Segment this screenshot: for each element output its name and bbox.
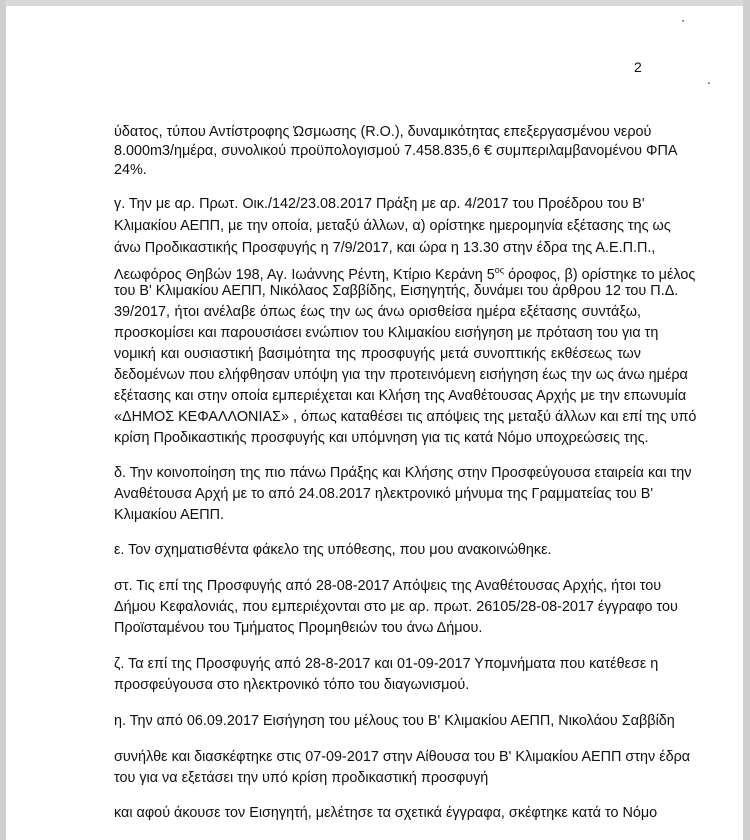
paragraph-g-line: εξέτασης και στην οποία εμπεριέχεται και Κλήση της Αναθέτουσας Αρχής με την επωνυμία xyxy=(114,388,687,404)
paragraph-g-line: του Β' Κλιμακίου ΑΕΠΠ, Νικόλαος Σαββίδης, Εισηγητής, δυνάμει του άρθρου 12 του Π.Δ. xyxy=(114,283,679,299)
paragraph-d-line: δ. Την κοινοποίηση της πιο πάνω Πράξης και Κλήσης στην Προσφεύγουσα εταιρεία και την xyxy=(114,465,692,481)
viewer-right-border xyxy=(743,0,750,840)
paragraph-g-line: δεδομένων που ελήφθησαν υπόψη για την προτεινόμενη εισήγηση έως την ως άνω ημέρα xyxy=(114,367,688,383)
paragraph-g-line: «ΔΗΜΟΣ ΚΕΦΑΛΛΟΝΙΑΣ» , όπως καταθέσει τις απόψεις της μεταξύ άλλων και επί της υπό xyxy=(114,409,697,425)
closing-line: και αφού άκουσε τον Εισηγητή, μελέτησε τα σχετικά έγγραφα, σκέφτηκε κατά το Νόμο xyxy=(114,805,658,821)
paragraph-a-line: 24%. xyxy=(114,162,147,178)
paragraph-st-line: Προϊσταμένου του Τμήματος Προμηθειών του άνω Δήμου. xyxy=(114,620,483,636)
paragraph-g-line: γ. Την με αρ. Πρωτ. Οικ./142/23.08.2017 Πράξη με αρ. 4/2017 του Προέδρου του Β' xyxy=(114,196,645,212)
paragraph-h-line: η. Την από 06.09.2017 Εισήγηση του μέλους του Β' Κλιμακίου ΑΕΠΠ, Νικολάου Σαββίδη xyxy=(114,713,675,729)
paragraph-g-line: νομική και ουσιαστική βασιμότητα της προσφυγής μετά συνοπτικής εκθέσεως των xyxy=(114,346,641,362)
convened-line: του για να εξετάσει την υπό κρίση προδικαστική προσφυγή xyxy=(114,770,489,786)
paragraph-g-line: 39/2017, ήτοι ανέλαβε όπως έως την ως άνω ορισθείσα ημέρα εξέτασης συντάξω, xyxy=(114,304,641,320)
paragraph-g-line: κρίση Προδικαστικής προσφυγής και υπόμνηση για τις κατά Νόμο υποχρεώσεις της. xyxy=(114,430,649,446)
paragraph-e-line: ε. Τον σχηματισθέντα φάκελο της υπόθεσης, που μου ανακοινώθηκε. xyxy=(114,542,552,558)
paragraph-z-line: ζ. Τα επί της Προσφυγής από 28-8-2017 και 01-09-2017 Υπομνήματα που κατέθεσε η xyxy=(114,656,659,672)
paragraph-a-line: 8.000m3/ημέρα, συνολικού προϋπολογισμού 7.458.835,6 € συμπεριλαμβανομένου ΦΠΑ xyxy=(114,143,678,159)
paragraph-g-line: άνω Προδικαστικής Προσφυγής η 7/9/2017, και ώρα η 13.30 στην έδρα της Α.Ε.Π.Π., xyxy=(114,240,656,256)
paragraph-g-line: Κλιμακίου ΑΕΠΠ, με την οποία, μεταξύ άλλων, α) ορίστηκε ημερομηνία εξέτασης της ως xyxy=(114,218,671,234)
paragraph-z-line: προσφεύγουσα στο ηλεκτρονικό τόπο του διαγωνισμού. xyxy=(114,677,470,693)
superscript-ordinal: ος xyxy=(494,265,505,275)
paragraph-d-line: Αναθέτουσα Αρχή με το από 24.08.2017 ηλεκτρονικό μήνυμα της Γραμματείας του Β' xyxy=(114,486,654,502)
paragraph-d-line: Κλιμακίου ΑΕΠΠ. xyxy=(114,507,225,523)
paragraph-g-line-part: όροφος, β) ορίστηκε το μέλος xyxy=(504,266,696,283)
page-number: 2 xyxy=(634,59,642,75)
convened-line: συνήλθε και διασκέφτηκε στις 07-09-2017 στην Αίθουσα του Β' Κλιμακίου ΑΕΠΠ στην έδρα xyxy=(114,749,691,765)
paragraph-g-line xyxy=(114,262,696,284)
paragraph-st-line: στ. Τις επί της Προσφυγής από 28-08-2017 Απόψεις της Αναθέτουσας Αρχής, ήτοι του xyxy=(114,578,662,594)
document-page xyxy=(6,6,743,840)
paragraph-a-line: ύδατος, τύπου Αντίστροφης Ώσμωσης (R.O.), δυναμικότητας επεξεργασμένου νερού xyxy=(114,124,652,140)
paragraph-g-line-part: Λεωφόρος Θηβών 198, Αγ. Ιωάννης Ρέντη, Κτίριο Κεράνη 5 xyxy=(114,266,495,283)
paragraph-g-line: προσκομίσει και παρουσιάσει ενώπιον του Κλιμακίου εισήγηση με πρόταση του για τη xyxy=(114,325,659,341)
paragraph-st-line: Δήμου Κεφαλονιάς, που εμπεριέχονται στο με αρ. πρωτ. 26105/28-08-2017 έγγραφο του xyxy=(114,599,678,615)
scan-speck xyxy=(708,82,710,84)
scan-speck xyxy=(682,20,684,22)
